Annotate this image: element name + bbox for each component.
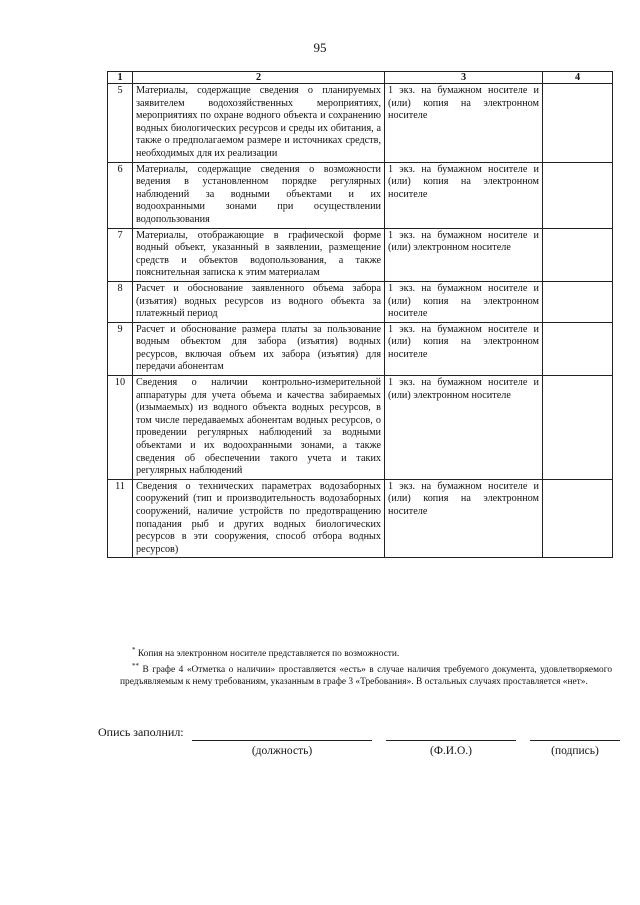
footnote-text: Копия на электронном носителе представляется по возможности. (137, 649, 400, 660)
table-row (108, 322, 613, 375)
row-number: 6 (108, 162, 133, 228)
documents-table (107, 71, 613, 558)
row-requirement: 1 экз. на бумажном носителе и (или) электронном носителе (385, 376, 543, 480)
column-header-1: 1 (108, 72, 133, 84)
row-number: 8 (108, 281, 133, 322)
table-header-row (108, 72, 613, 84)
row-mark (543, 479, 613, 558)
row-mark (543, 162, 613, 228)
row-requirement: 1 экз. на бумажном носителе и (или) копия на электронном носителе (385, 479, 543, 558)
row-mark (543, 228, 613, 281)
signature-line (530, 740, 620, 741)
row-description: Материалы, содержащие сведения о возможности ведения в установленном порядке регулярных наблюдений за водными объектами и их водоохранными зонами при осуществлении водопользования (133, 162, 385, 228)
row-number: 10 (108, 376, 133, 480)
row-description: Сведения о технических параметрах водозаборных сооружений (тип и производительность водозаборных сооружений, наличие устройств по предотвращению попадания рыб и других водных биологических ресурсов в эти сооружения, способ отбора водных ресурсов) (133, 479, 385, 558)
row-mark (543, 281, 613, 322)
table-row (108, 376, 613, 480)
column-header-2: 2 (133, 72, 385, 84)
table-row (108, 84, 613, 163)
footnote-text: В графе 4 «Отметка о наличии» проставляется «есть» в случае наличия требуемого документа, удовлетворяемого предъявляемым к нему требованиям, указанным в графе 3 «Требования». В остальных случаях проставляется «нет». (120, 665, 613, 688)
footnote (120, 660, 612, 688)
signature-caption: (подпись) (551, 745, 599, 757)
position-caption: (должность) (251, 745, 313, 757)
row-description: Расчет и обоснование размера платы за пользование водным объектом для забора (изъятия) водных ресурсов, включая объем их забора (изъятия) для передачи абонентам (133, 322, 385, 375)
row-number: 11 (108, 479, 133, 558)
name-line (386, 740, 516, 741)
name-caption: (Ф.И.О.) (430, 745, 472, 757)
row-description: Расчет и обоснование заявленного объема забора (изъятия) водных ресурсов из водного объекта за платежный период (133, 281, 385, 322)
footnotes (120, 644, 612, 688)
signature-label: Опись заполнил: (98, 725, 184, 739)
row-requirement: 1 экз. на бумажном носителе и (или) копия на электронном носителе (385, 84, 543, 163)
row-requirement: 1 экз. на бумажном носителе и (или) копия на электронном носителе (385, 162, 543, 228)
row-mark (543, 322, 613, 375)
row-requirement: 1 экз. на бумажном носителе и (или) копия на электронном носителе (385, 281, 543, 322)
table-row (108, 281, 613, 322)
row-description: Материалы, содержащие сведения о планируемых заявителем водохозяйственных мероприятиях, мероприятиях по охране водного объекта и сохранению водных биологических ресурсов и среды их обитания, а также о предполагаемом размере и источниках средств, необходимых для их реализации (133, 84, 385, 163)
row-requirement: 1 экз. на бумажном носителе и (или) копия на электронном носителе (385, 322, 543, 375)
table-row (108, 479, 613, 558)
page-number: 95 (313, 40, 327, 55)
row-number: 5 (108, 84, 133, 163)
footnote-mark: * (132, 646, 136, 654)
row-description: Материалы, отображающие в графической форме водный объект, указанный в заявлении, размещение средств и объектов водопользования, а также пояснительная записка к этим материалам (133, 228, 385, 281)
row-mark (543, 84, 613, 163)
table-row (108, 228, 613, 281)
row-number: 7 (108, 228, 133, 281)
column-header-3: 3 (385, 72, 543, 84)
row-mark (543, 376, 613, 480)
table-row (108, 162, 613, 228)
column-header-4: 4 (543, 72, 613, 84)
footnote (120, 644, 612, 660)
row-requirement: 1 экз. на бумажном носителе и (или) электронном носителе (385, 228, 543, 281)
position-line (192, 740, 372, 741)
footnote-mark: ** (132, 662, 139, 671)
row-number: 9 (108, 322, 133, 375)
row-description: Сведения о наличии контрольно-измерительной аппаратуры для учета объема и качества забираемых (изымаемых) из водного объекта водных ресурсов, в том числе передаваемых абонентам водных ресурсов, о проведении регулярных наблюдений за водными объектами и их водоохранными зонами, а также сведения об обеспечении такого учета и таких регулярных наблюдений (133, 376, 385, 480)
